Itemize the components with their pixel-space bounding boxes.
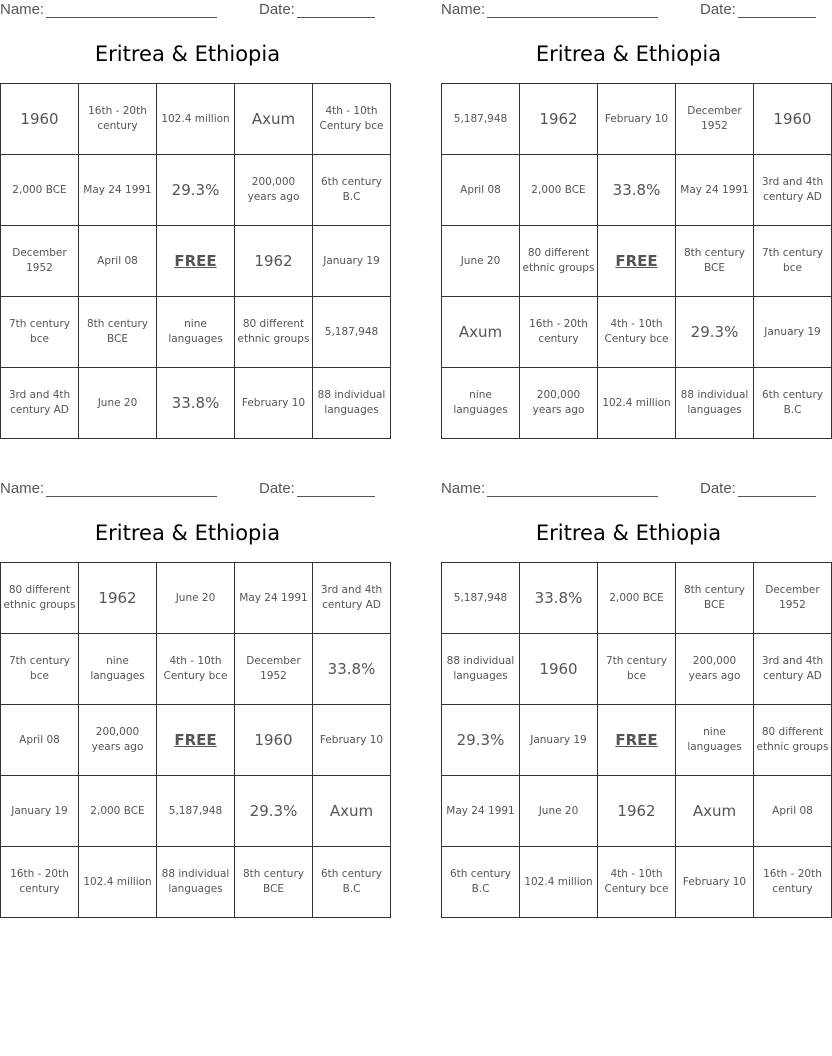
name-field-line[interactable] bbox=[487, 17, 658, 18]
name-label: Name: bbox=[0, 480, 45, 497]
bingo-cell: Axum bbox=[676, 776, 754, 847]
bingo-cell: May 24 1991 bbox=[235, 563, 313, 634]
bingo-cell: 1960 bbox=[520, 634, 598, 705]
bingo-cell: 80 different ethnic groups bbox=[754, 705, 832, 776]
bingo-cell: 8th century BCE bbox=[676, 226, 754, 297]
bingo-cell: 1962 bbox=[79, 563, 157, 634]
bingo-row bbox=[1, 226, 391, 297]
bingo-row bbox=[442, 847, 832, 918]
bingo-cell: 29.3% bbox=[157, 155, 235, 226]
bingo-row bbox=[442, 297, 832, 368]
bingo-cell: 5,187,948 bbox=[442, 563, 520, 634]
bingo-cell: 7th century bce bbox=[1, 297, 79, 368]
bingo-cell: 80 different ethnic groups bbox=[235, 297, 313, 368]
bingo-cell: 2,000 BCE bbox=[598, 563, 676, 634]
bingo-cell: January 19 bbox=[1, 776, 79, 847]
name-date-row bbox=[441, 0, 816, 20]
bingo-row bbox=[1, 705, 391, 776]
name-label: Name: bbox=[0, 1, 45, 18]
bingo-row bbox=[1, 634, 391, 705]
bingo-cell: 200,000 years ago bbox=[676, 634, 754, 705]
bingo-row bbox=[1, 776, 391, 847]
bingo-cell: 88 individual languages bbox=[313, 368, 391, 439]
bingo-cell: nine languages bbox=[157, 297, 235, 368]
bingo-cell: 29.3% bbox=[442, 705, 520, 776]
free-space-cell: FREE bbox=[157, 226, 235, 297]
bingo-row bbox=[1, 847, 391, 918]
date-field-line[interactable] bbox=[738, 17, 816, 18]
bingo-cell: Axum bbox=[442, 297, 520, 368]
bingo-cell: 8th century BCE bbox=[79, 297, 157, 368]
bingo-row bbox=[442, 226, 832, 297]
bingo-row bbox=[1, 155, 391, 226]
bingo-cell: 16th - 20th century bbox=[754, 847, 832, 918]
bingo-cell: June 20 bbox=[79, 368, 157, 439]
bingo-card-2 bbox=[441, 0, 824, 434]
bingo-card-3 bbox=[0, 479, 384, 913]
bingo-cell: 4th - 10th Century bce bbox=[313, 84, 391, 155]
bingo-cell: May 24 1991 bbox=[442, 776, 520, 847]
bingo-cell: June 20 bbox=[442, 226, 520, 297]
bingo-cell: June 20 bbox=[157, 563, 235, 634]
bingo-row bbox=[1, 368, 391, 439]
bingo-cell: 102.4 million bbox=[157, 84, 235, 155]
bingo-cell: 80 different ethnic groups bbox=[1, 563, 79, 634]
bingo-cell: 1960 bbox=[754, 84, 832, 155]
bingo-cell: 7th century bce bbox=[1, 634, 79, 705]
bingo-cell: 33.8% bbox=[157, 368, 235, 439]
bingo-cell: 200,000 years ago bbox=[520, 368, 598, 439]
bingo-cell: December 1952 bbox=[676, 84, 754, 155]
bingo-cell: Axum bbox=[313, 776, 391, 847]
bingo-cell: 3rd and 4th century AD bbox=[313, 563, 391, 634]
bingo-cell: 102.4 million bbox=[598, 368, 676, 439]
bingo-cell: 4th - 10th Century bce bbox=[598, 847, 676, 918]
bingo-cell: nine languages bbox=[442, 368, 520, 439]
bingo-cell: 1962 bbox=[598, 776, 676, 847]
bingo-cell: 200,000 years ago bbox=[79, 705, 157, 776]
date-field-line[interactable] bbox=[297, 496, 375, 497]
bingo-cell: 33.8% bbox=[313, 634, 391, 705]
bingo-cell: 16th - 20th century bbox=[79, 84, 157, 155]
name-label: Name: bbox=[441, 1, 486, 18]
bingo-row bbox=[442, 776, 832, 847]
bingo-cell: 29.3% bbox=[235, 776, 313, 847]
bingo-cell: 4th - 10th Century bce bbox=[157, 634, 235, 705]
bingo-cell: 7th century bce bbox=[754, 226, 832, 297]
bingo-cell: January 19 bbox=[313, 226, 391, 297]
free-space-cell: FREE bbox=[598, 226, 676, 297]
bingo-cell: December 1952 bbox=[235, 634, 313, 705]
date-label: Date: bbox=[259, 1, 295, 18]
date-field-line[interactable] bbox=[738, 496, 816, 497]
bingo-cell: 80 different ethnic groups bbox=[520, 226, 598, 297]
bingo-cell: 1962 bbox=[520, 84, 598, 155]
card-title: Eritrea & Ethiopia bbox=[535, 42, 722, 66]
bingo-card-4 bbox=[441, 479, 829, 913]
date-field-line[interactable] bbox=[297, 17, 375, 18]
bingo-cell: 33.8% bbox=[598, 155, 676, 226]
bingo-row bbox=[1, 84, 391, 155]
name-date-row bbox=[0, 479, 375, 499]
bingo-cell: 200,000 years ago bbox=[235, 155, 313, 226]
bingo-row bbox=[442, 563, 832, 634]
card-title: Eritrea & Ethiopia bbox=[94, 521, 281, 545]
name-date-row bbox=[0, 0, 375, 20]
bingo-cell: 29.3% bbox=[676, 297, 754, 368]
bingo-cell: 6th century B.C bbox=[754, 368, 832, 439]
bingo-cell: Axum bbox=[235, 84, 313, 155]
bingo-cell: 88 individual languages bbox=[442, 634, 520, 705]
bingo-row bbox=[1, 563, 391, 634]
bingo-cell: 33.8% bbox=[520, 563, 598, 634]
bingo-cell: December 1952 bbox=[754, 563, 832, 634]
bingo-cell: February 10 bbox=[235, 368, 313, 439]
bingo-cell: 6th century B.C bbox=[442, 847, 520, 918]
bingo-cell: April 08 bbox=[1, 705, 79, 776]
bingo-cell: 1960 bbox=[1, 84, 79, 155]
bingo-card-1 bbox=[0, 0, 386, 434]
name-field-line[interactable] bbox=[487, 496, 658, 497]
bingo-cell: 102.4 million bbox=[79, 847, 157, 918]
free-space-cell: FREE bbox=[598, 705, 676, 776]
bingo-cell: 4th - 10th Century bce bbox=[598, 297, 676, 368]
bingo-cell: 8th century BCE bbox=[235, 847, 313, 918]
bingo-cell: 5,187,948 bbox=[157, 776, 235, 847]
name-label: Name: bbox=[441, 480, 486, 497]
bingo-cell: nine languages bbox=[676, 705, 754, 776]
bingo-cell: 3rd and 4th century AD bbox=[754, 634, 832, 705]
bingo-row bbox=[442, 368, 832, 439]
bingo-row bbox=[442, 155, 832, 226]
card-title: Eritrea & Ethiopia bbox=[94, 42, 281, 66]
bingo-cell: February 10 bbox=[598, 84, 676, 155]
free-space-cell: FREE bbox=[157, 705, 235, 776]
bingo-grid bbox=[441, 83, 832, 439]
date-label: Date: bbox=[259, 480, 295, 497]
bingo-cell: April 08 bbox=[79, 226, 157, 297]
bingo-cell: February 10 bbox=[676, 847, 754, 918]
bingo-row bbox=[442, 84, 832, 155]
bingo-cell: 5,187,948 bbox=[313, 297, 391, 368]
bingo-cell: June 20 bbox=[520, 776, 598, 847]
bingo-cell: 1960 bbox=[235, 705, 313, 776]
name-date-row bbox=[441, 479, 816, 499]
bingo-cell: 2,000 BCE bbox=[1, 155, 79, 226]
bingo-row bbox=[1, 297, 391, 368]
bingo-cell: 16th - 20th century bbox=[520, 297, 598, 368]
bingo-cell: nine languages bbox=[79, 634, 157, 705]
bingo-cell: 102.4 million bbox=[520, 847, 598, 918]
bingo-row bbox=[442, 705, 832, 776]
bingo-cell: 16th - 20th century bbox=[1, 847, 79, 918]
bingo-grid bbox=[441, 562, 832, 918]
bingo-cell: 3rd and 4th century AD bbox=[754, 155, 832, 226]
bingo-cell: 88 individual languages bbox=[676, 368, 754, 439]
bingo-cell: 8th century BCE bbox=[676, 563, 754, 634]
bingo-cell: 2,000 BCE bbox=[79, 776, 157, 847]
bingo-cell: 6th century B.C bbox=[313, 847, 391, 918]
bingo-cell: February 10 bbox=[313, 705, 391, 776]
name-field-line[interactable] bbox=[46, 496, 217, 497]
name-field-line[interactable] bbox=[46, 17, 217, 18]
bingo-cell: May 24 1991 bbox=[676, 155, 754, 226]
bingo-cell: 88 individual languages bbox=[157, 847, 235, 918]
card-title: Eritrea & Ethiopia bbox=[535, 521, 722, 545]
date-label: Date: bbox=[700, 1, 736, 18]
bingo-cell: January 19 bbox=[520, 705, 598, 776]
bingo-cell: April 08 bbox=[754, 776, 832, 847]
bingo-row bbox=[442, 634, 832, 705]
bingo-cell: 7th century bce bbox=[598, 634, 676, 705]
bingo-cell: 1962 bbox=[235, 226, 313, 297]
bingo-cell: 5,187,948 bbox=[442, 84, 520, 155]
bingo-cell: 3rd and 4th century AD bbox=[1, 368, 79, 439]
bingo-cell: December 1952 bbox=[1, 226, 79, 297]
date-label: Date: bbox=[700, 480, 736, 497]
bingo-cell: 2,000 BCE bbox=[520, 155, 598, 226]
bingo-grid bbox=[0, 562, 391, 918]
bingo-grid bbox=[0, 83, 391, 439]
bingo-cell: April 08 bbox=[442, 155, 520, 226]
bingo-cell: May 24 1991 bbox=[79, 155, 157, 226]
bingo-cell: January 19 bbox=[754, 297, 832, 368]
bingo-cell: 6th century B.C bbox=[313, 155, 391, 226]
